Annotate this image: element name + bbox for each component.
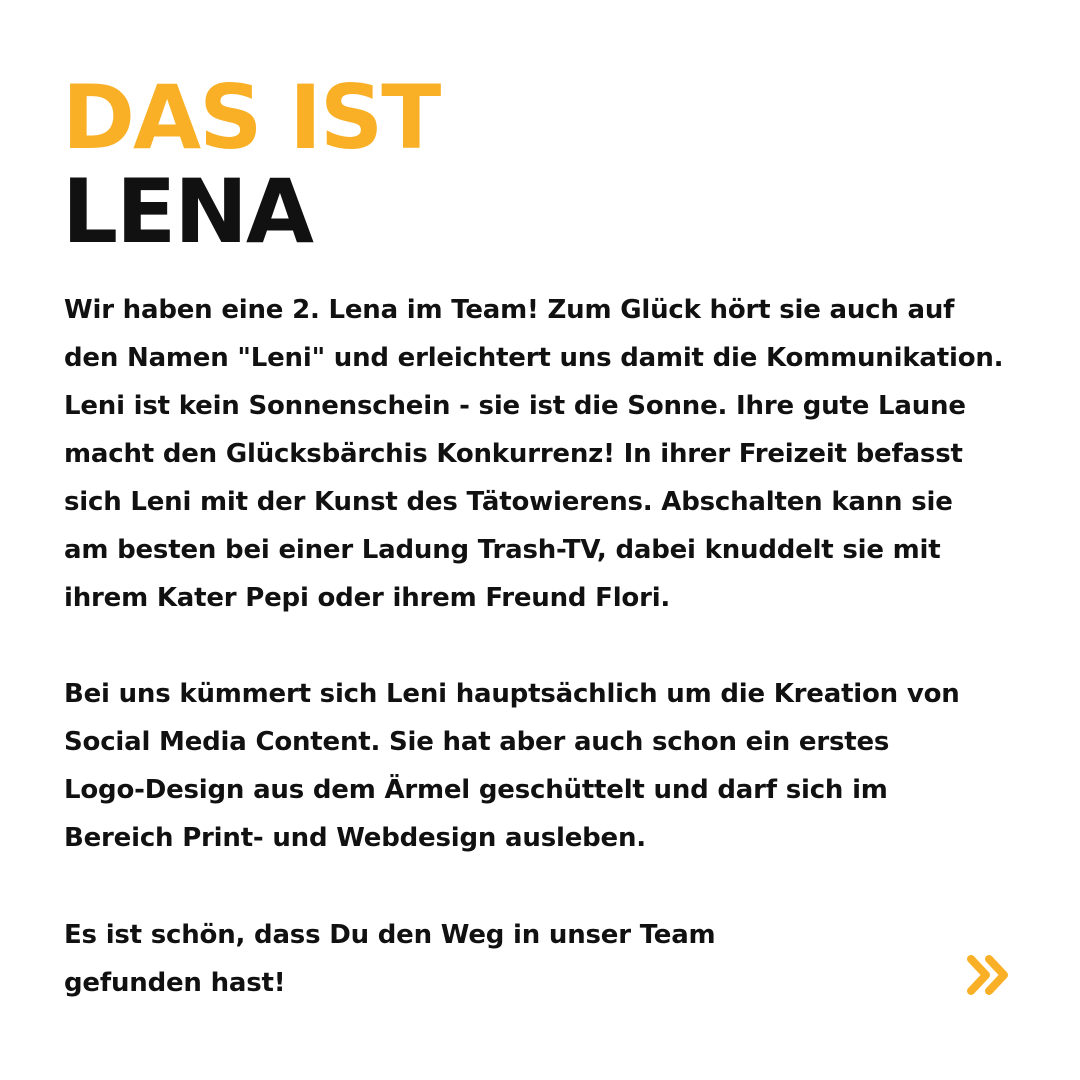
text-line: den Namen "Leni" und erleichtert uns damit die Kommunikation. [64,343,1004,373]
headline-line-2: LENA [62,160,312,263]
text-line: Leni ist kein Sonnenschein - sie ist die Sonne. Ihre gute Laune [64,391,966,421]
text-line: sich Leni mit der Kunst des Tätowierens. Abschalten kann sie [64,487,953,517]
role-paragraph [64,670,1054,862]
intro-paragraph [64,286,1054,622]
text-line: gefunden hast! [64,968,286,998]
text-line: Logo-Design aus dem Ärmel geschüttelt und darf sich im [64,775,888,805]
text-line: Es ist schön, dass Du den Weg in unser Team [64,920,716,950]
text-line: Bei uns kümmert sich Leni hauptsächlich um die Kreation von [64,679,960,709]
text-line: ihrem Kater Pepi oder ihrem Freund Flori. [64,583,671,613]
text-line: Social Media Content. Sie hat aber auch schon ein erstes [64,727,890,757]
text-line: am besten bei einer Ladung Trash-TV, dabei knuddelt sie mit [64,535,941,565]
text-line: macht den Glücksbärchis Konkurrenz! In ihrer Freizeit befasst [64,439,963,469]
welcome-paragraph [64,911,1054,1007]
text-line: Wir haben eine 2. Lena im Team! Zum Glück hört sie auch auf [64,295,955,325]
headline-line-1: DAS IST [62,66,440,169]
double-chevron-right-icon[interactable] [964,954,1014,996]
text-line: Bereich Print- und Webdesign ausleben. [64,823,646,853]
